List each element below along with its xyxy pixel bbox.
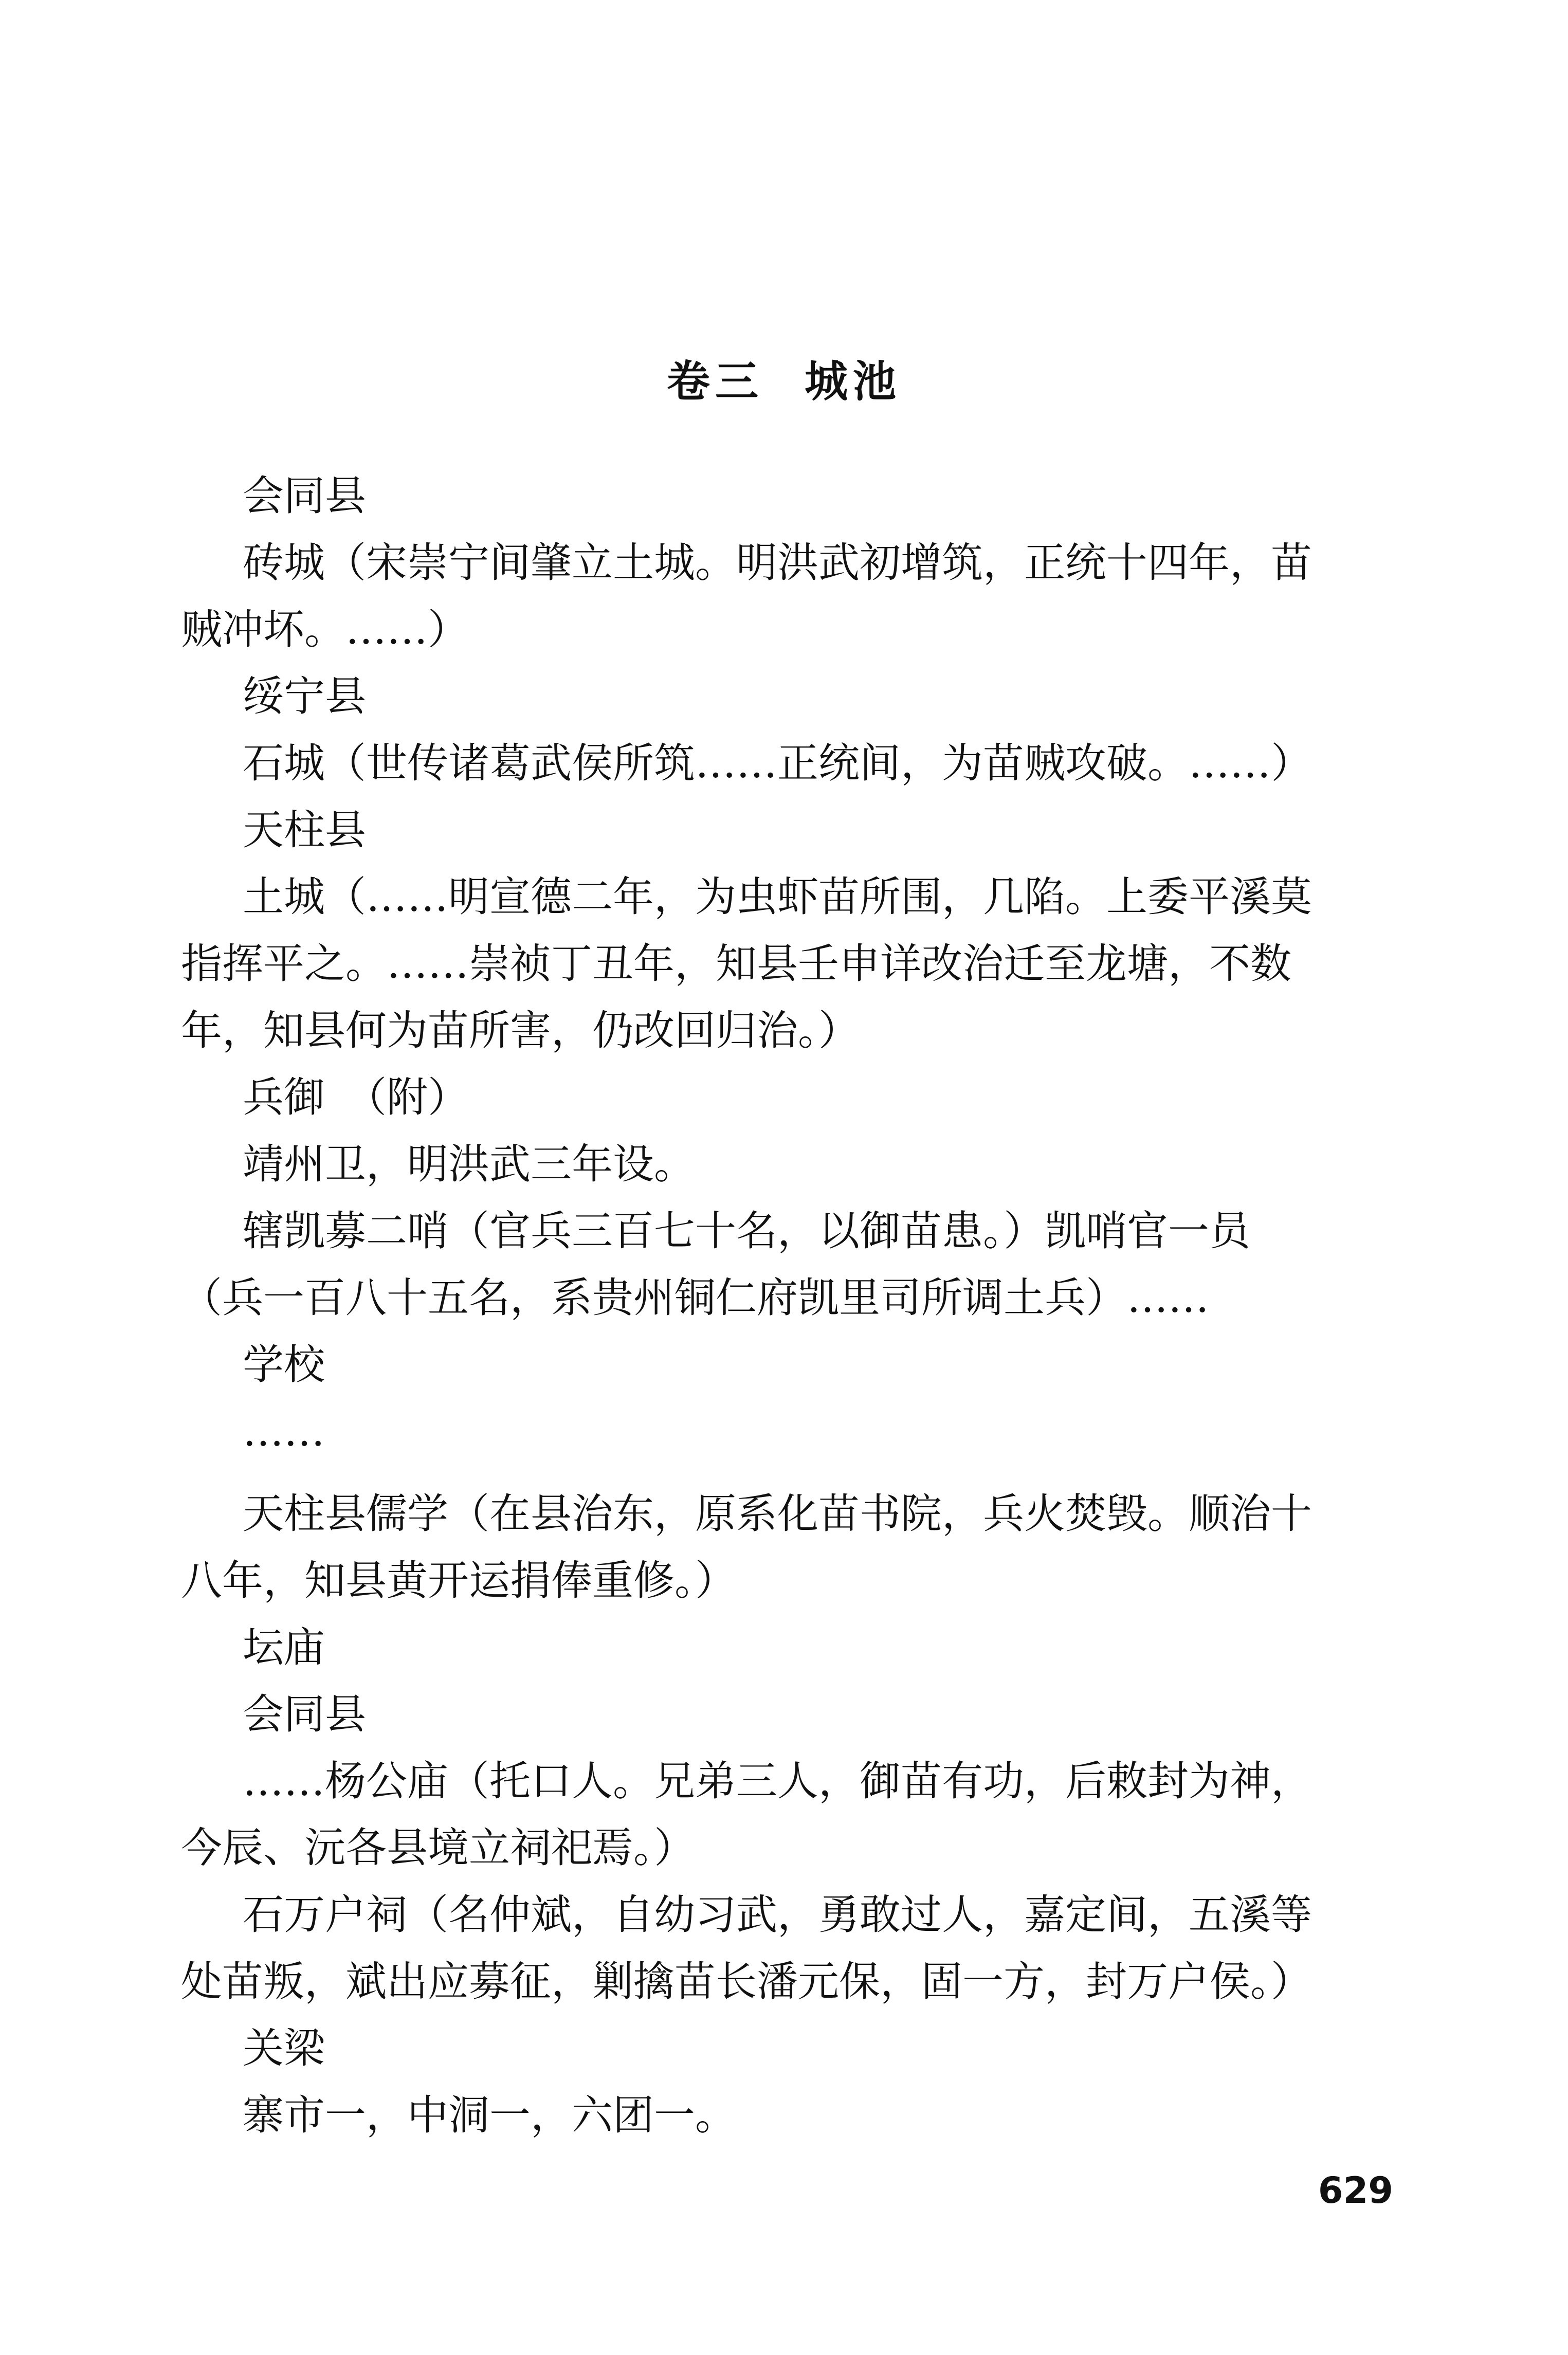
text-line: ……杨公庙（托口人。兄弟三人，御苗有功，后敕封为神，: [243, 1757, 1312, 1805]
text-line: 土城（……明宣德二年，为虫虾苗所围，几陷。上委平溪莫: [243, 873, 1312, 921]
text-line: 石城（世传诸葛武侯所筑……正统间，为苗贼攻破。……）: [243, 739, 1312, 787]
page-number: 629: [1318, 2169, 1393, 2212]
text-line: 八年，知县黄开运捐俸重修。）: [181, 1557, 736, 1604]
text-line: 辖凯募二哨（官兵三百七十名，以御苗患。）凯哨官一员: [243, 1207, 1250, 1255]
chapter-title: [0, 356, 1568, 407]
text-line: 今辰、沅各县境立祠祀焉。）: [181, 1824, 695, 1872]
heading-schools: 学校: [243, 1341, 325, 1389]
text-line: 砖城（宋崇宁间肇立土城。明洪武初增筑，正统十四年，苗: [243, 539, 1312, 587]
chapter-volume: 卷三: [666, 356, 763, 407]
text-line: 年，知县何为苗所害，仍改回归治。）: [181, 1007, 860, 1054]
heading-passes-bridges: 关梁: [243, 2024, 325, 2072]
heading-military-defense: 兵御 （附）: [243, 1073, 469, 1121]
body-text: [181, 463, 1399, 2149]
text-line: 贼冲坏。……）: [181, 606, 469, 653]
text-line: 处苗叛，斌出应募征，剿擒苗长潘元保，固一方，封万户侯。）: [181, 1958, 1312, 2005]
heading-suining-county: 绥宁县: [243, 672, 366, 720]
text-line: 靖州卫，明洪武三年设。: [243, 1140, 695, 1188]
text-line: 指挥平之。……崇祯丁丑年，知县壬申详改治迁至龙塘，不数: [181, 940, 1291, 988]
heading-temples: 坛庙: [243, 1623, 325, 1671]
text-line: （兵一百八十五名，系贵州铜仁府凯里司所调土兵）……: [181, 1274, 1209, 1322]
text-line: 天柱县儒学（在县治东，原系化苗书院，兵火焚毁。顺治十: [243, 1490, 1312, 1538]
text-line: 寨市一，中洞一，六团一。: [243, 2091, 736, 2139]
ellipsis-line: ……: [243, 1408, 325, 1455]
heading-huitong-county: 会同县: [243, 472, 366, 520]
text-line: 石万户祠（名仲斌，自幼习武，勇敢过人，嘉定间，五溪等: [243, 1891, 1312, 1939]
chapter-subject: 城池: [805, 356, 902, 407]
heading-huitong-county-2: 会同县: [243, 1690, 366, 1738]
heading-tianzhu-county: 天柱县: [243, 806, 366, 854]
